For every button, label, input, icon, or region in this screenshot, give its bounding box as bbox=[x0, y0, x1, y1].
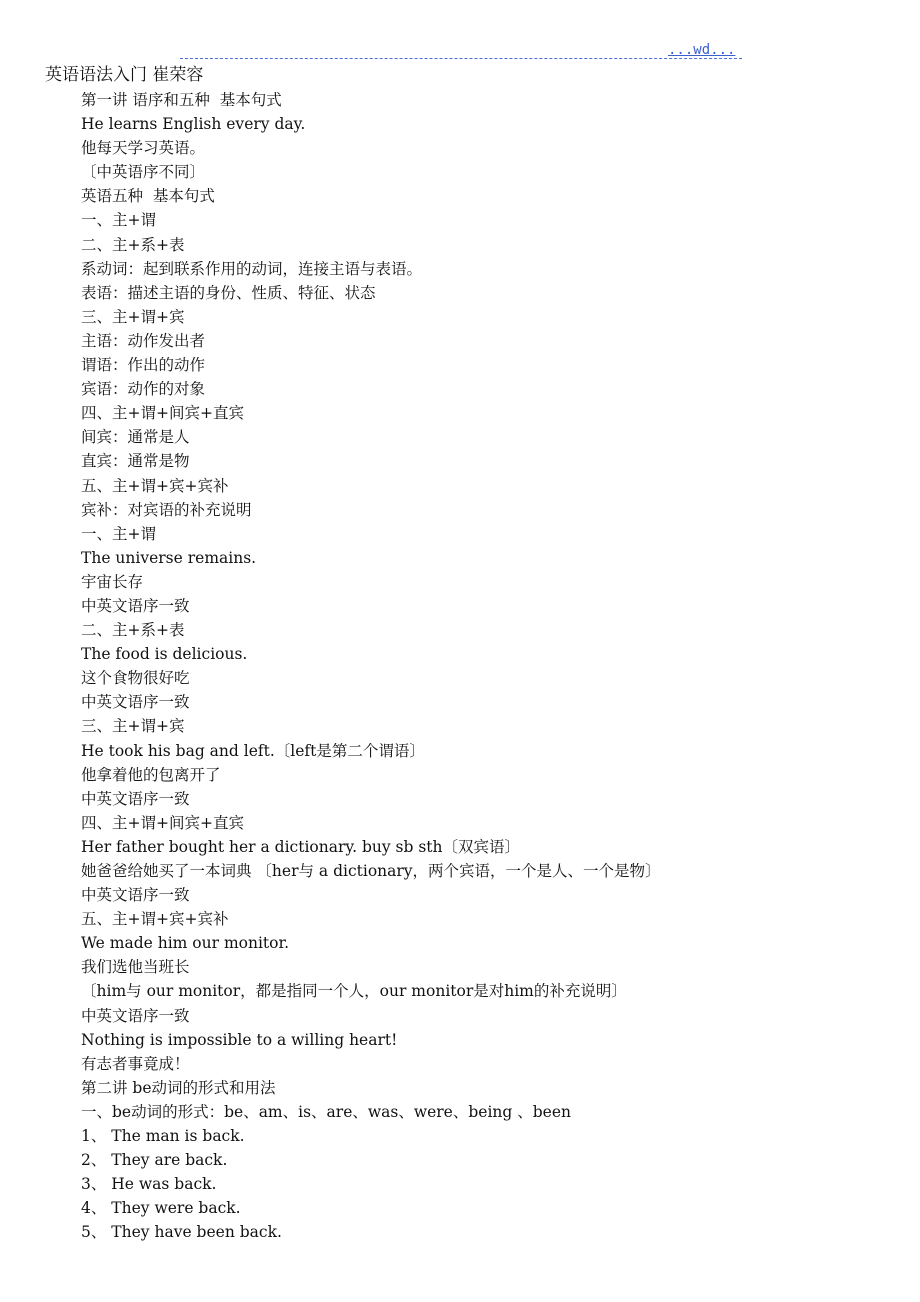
text-line: 直宾：通常是物 bbox=[81, 452, 190, 471]
text-line: 2、 They are back. bbox=[81, 1151, 228, 1170]
header-mark: ...wd... bbox=[668, 42, 736, 58]
text-line: 三、主+谓+宾 bbox=[81, 307, 185, 326]
text-line: 她爸爸给她买了一本词典 〔her与 a dictionary，两个宾语，一个是人、一个是物〕 bbox=[81, 862, 661, 880]
text-line: Her father bought her a dictionary. buy sb sth〔双宾语〕 bbox=[81, 837, 521, 856]
text-line: 4、 They were back. bbox=[81, 1199, 241, 1218]
text-line: 他拿着他的包离开了 bbox=[81, 765, 221, 784]
text-line: 谓语：作出的动作 bbox=[81, 356, 206, 375]
text-line: 五、主+谓+宾+宾补 bbox=[81, 476, 229, 495]
text-line: Nothing is impossible to a willing heart! bbox=[81, 1030, 398, 1049]
header-dashed-rule bbox=[180, 58, 742, 59]
text-line: The food is delicious. bbox=[81, 645, 248, 664]
text-line: 表语：描述主语的身份、性质、特征、状态 bbox=[81, 283, 376, 302]
text-line: 英语五种 基本句式 bbox=[81, 187, 215, 206]
text-line: 一、主+谓 bbox=[81, 211, 156, 230]
text-line: 四、主+谓+间宾+直宾 bbox=[81, 813, 244, 832]
text-line: 3、 He was back. bbox=[81, 1175, 217, 1194]
text-line: The universe remains. bbox=[81, 548, 257, 567]
text-line: 一、主+谓 bbox=[81, 524, 156, 543]
text-line: 宇宙长存 bbox=[81, 572, 144, 591]
text-line: 第一讲 语序和五种 基本句式 bbox=[81, 91, 282, 109]
text-line: 系动词：起到联系作用的动词，连接主语与表语。 bbox=[81, 259, 423, 278]
text-line: 四、主+谓+间宾+直宾 bbox=[81, 404, 244, 423]
text-line: 第二讲 be动词的形式和用法 bbox=[81, 1078, 276, 1097]
text-line: 二、主+系+表 bbox=[81, 235, 185, 254]
text-line: He learns English every day. bbox=[81, 115, 306, 134]
text-line: 〔中英语序不同〕 bbox=[81, 163, 206, 182]
text-line: 〔him与 our monitor，都是指同一个人，our monitor是对him的补充说明〕 bbox=[81, 982, 627, 1001]
text-line: 主语：动作发出者 bbox=[81, 331, 206, 350]
text-line: 有志者事竟成！ bbox=[81, 1054, 190, 1073]
text-line: 中英文语序一致 bbox=[81, 596, 190, 615]
text-line: 间宾：通常是人 bbox=[81, 428, 190, 447]
text-line: He took his bag and left.〔left是第二个谓语〕 bbox=[81, 741, 425, 760]
text-line: 三、主+谓+宾 bbox=[81, 717, 185, 736]
text-line: 宾补：对宾语的补充说明 bbox=[81, 500, 252, 519]
text-line: 宾语：动作的对象 bbox=[81, 380, 206, 399]
text-line: 中英文语序一致 bbox=[81, 1006, 190, 1025]
text-line: 我们选他当班长 bbox=[81, 958, 190, 977]
text-line: 中英文语序一致 bbox=[81, 886, 190, 905]
document-title: 英语语法入门 崔荣容 bbox=[45, 65, 204, 85]
text-line: 他每天学习英语。 bbox=[81, 139, 206, 158]
text-line: 二、主+系+表 bbox=[81, 621, 185, 640]
text-line: We made him our monitor. bbox=[81, 934, 290, 953]
text-line: 5、 They have been back. bbox=[81, 1223, 282, 1242]
text-line: 中英文语序一致 bbox=[81, 693, 190, 712]
text-line: 1、 The man is back. bbox=[81, 1127, 245, 1146]
text-line: 一、be动词的形式：be、am、is、are、was、were、being 、been bbox=[81, 1102, 571, 1121]
text-line: 这个食物很好吃 bbox=[81, 669, 190, 688]
text-line: 中英文语序一致 bbox=[81, 789, 190, 808]
text-line: 五、主+谓+宾+宾补 bbox=[81, 910, 229, 929]
document-body bbox=[81, 88, 901, 1245]
